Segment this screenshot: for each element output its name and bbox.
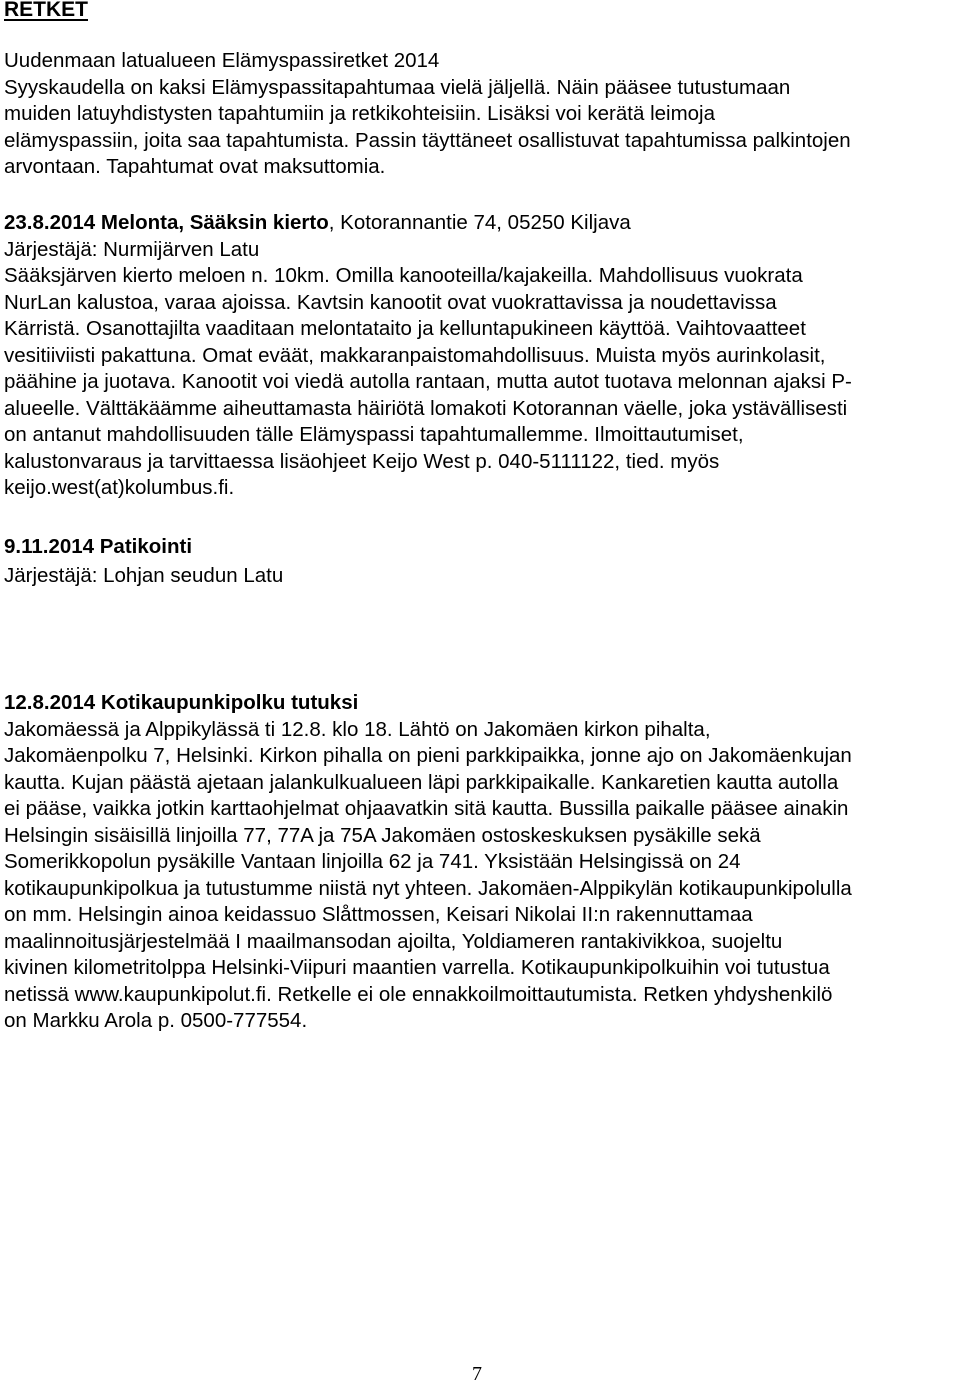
- event-kotikaupunkipolku: [4, 690, 954, 1035]
- event-line: on Markku Arola p. 0500-777554.: [4, 1009, 308, 1032]
- event-line: kautta. Kujan päästä ajetaan jalankulkualueen läpi parkkipaikalle. Kankaretien kautta autolla: [4, 770, 839, 794]
- event-line: on antanut mahdollisuuden tälle Elämyspassi tapahtumallemme. Ilmoittautumiset,: [4, 423, 744, 446]
- page-heading: RETKET: [4, 0, 88, 21]
- event-line: NurLan kalustoa, varaa ajoissa. Kavtsin kanootit ovat vuokrattavissa ja noudettavissa: [4, 290, 777, 314]
- event-title: [4, 690, 954, 717]
- page-number: 7: [472, 1363, 482, 1385]
- intro-line: Syyskaudella on kaksi Elämyspassitapahtumaa vielä jäljellä. Näin pääsee tutustumaan: [4, 75, 791, 99]
- event-melonta: [4, 210, 954, 502]
- event-line: Jakomäenpolku 7, Helsinki. Kirkon pihalla on pieni parkkipaikka, jonne ajo on Jakomäenkujan: [4, 744, 852, 767]
- intro-line: muiden latuyhdistysten tapahtumiin ja retkikohteisiin. Lisäksi voi kerätä leimoja: [4, 102, 716, 125]
- intro-section: [4, 48, 954, 181]
- intro-line: Uudenmaan latualueen Elämyspassiretket 2014: [4, 49, 440, 72]
- event-line: Helsingin sisäisillä linjoilla 77, 77A ja 75A Jakomäen ostoskeskuksen pysäkille sekä: [4, 823, 761, 847]
- event-title: [4, 210, 954, 237]
- event-line: alueelle. Välttäkäämme aiheuttamasta häiriötä lomakoti Kotorannan väelle, joka ystävällisesti: [4, 396, 848, 420]
- event-line: netissä www.kaupunkipolut.fi. Retkelle ei ole ennakkoilmoittautumista. Retken yhdyshenkilö: [4, 982, 833, 1006]
- event-line: keijo.west(at)kolumbus.fi.: [4, 476, 235, 499]
- event-line: kotikaupunkipolkua ja tutustumme niistä nyt yhteen. Jakomäen-Alppikylän kotikaupunkipolulla: [4, 876, 852, 900]
- event-line: Jakomäessä ja Alppikylässä ti 12.8. klo 18. Lähtö on Jakomäen kirkon pihalta,: [4, 717, 711, 741]
- event-line: vesitiiviisti pakattuna. Omat eväät, makkaranpaistomahdollisuus. Muista myös aurinkolasit,: [4, 343, 826, 367]
- event-patikointi: [4, 532, 954, 590]
- event-title-bold: 9.11.2014 Patikointi: [4, 535, 193, 558]
- event-title-bold: 23.8.2014 Melonta, Sääksin kierto: [4, 211, 329, 234]
- event-line: Somerikkopolun pysäkille Vantaan linjoilla 62 ja 741. Yksistään Helsingissä on 24: [4, 850, 741, 873]
- event-title-bold: 12.8.2014 Kotikaupunkipolku tutuksi: [4, 691, 359, 714]
- event-line: Järjestäjä: Nurmijärven Latu: [4, 237, 260, 261]
- event-title: [4, 532, 954, 561]
- event-title-location: , Kotorannantie 74, 05250 Kiljava: [328, 211, 631, 234]
- event-line: Järjestäjä: Lohjan seudun Latu: [4, 564, 284, 587]
- event-line: Kärristä. Osanottajilta vaaditaan melontataito ja kelluntapukineen käyttöä. Vaihtovaatteet: [4, 317, 806, 340]
- event-line: ei pääse, vaikka jotkin karttaohjelmat ohjaavatkin sitä kautta. Bussilla paikalle pääsee ainakin: [4, 797, 849, 820]
- event-line: maalinnoitusjärjestelmää I maailmansodan ajoilta, Yoldiameren rantakivikkoa, suojeltu: [4, 929, 783, 953]
- event-line: Sääksjärven kierto meloen n. 10km. Omilla kanooteilla/kajakeilla. Mahdollisuus vuokrata: [4, 264, 803, 287]
- event-line: kivinen kilometritolppa Helsinki-Viipuri maantien varrella. Kotikaupunkipolkuihin voi tutustua: [4, 956, 830, 979]
- event-line: kalustonvaraus ja tarvittaessa lisäohjeet Keijo West p. 040-5111122, tied. myös: [4, 449, 720, 473]
- intro-line: elämyspassiin, joita saa tapahtumista. Passin täyttäneet osallistuvat tapahtumissa palkintojen: [4, 128, 851, 152]
- intro-line: arvontaan. Tapahtumat ovat maksuttomia.: [4, 155, 386, 178]
- event-line: on mm. Helsingin ainoa keidassuo Slåttmossen, Keisari Nikolai II:n rakennuttamaa: [4, 903, 753, 926]
- event-line: päähine ja juotava. Kanootit voi viedä autolla rantaan, mutta autot tuotava melonnan ajaksi P-: [4, 370, 852, 393]
